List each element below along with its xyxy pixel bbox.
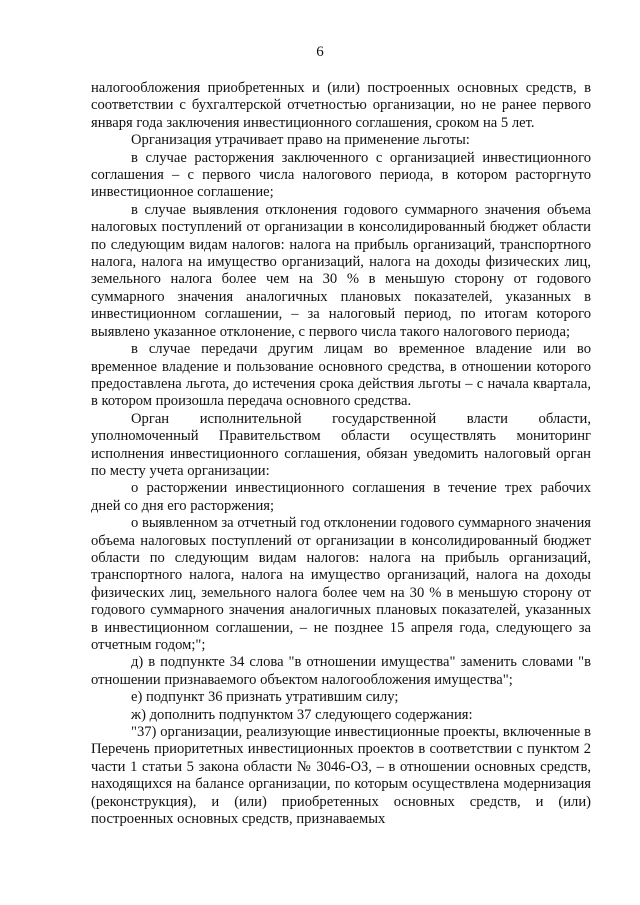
- document-body: [91, 80, 591, 828]
- paragraph-termination-case: в случае расторжения заключенного с организацией инвестиционного соглашения – с первого числа налогового периода, в котором расторгнуто инвестиционное соглашение;: [91, 149, 591, 201]
- paragraph-subitem-d: д) в подпункте 34 слова "в отношении имущества" заменить словами "в отношении признаваемого объектом налогообложения имущества";: [91, 654, 591, 688]
- paragraph-notify-termination: о расторжении инвестиционного соглашения в течение трех рабочих дней со дня его расторжения;: [91, 480, 591, 514]
- paragraph-transfer-case: в случае передачи другим лицам во временное владение или во временное владение и пользование основного средства, в отношении которого предоставлена льгота, до истечения срока действия льготы – с начала квартала, в котором произошла передача основного средства.: [91, 341, 591, 410]
- paragraph-loss-of-right: Организация утрачивает право на применение льготы:: [131, 132, 470, 149]
- paragraph-deviation-case: в случае выявления отклонения годового суммарного значения объема налоговых поступлений от организации в консолидированный бюджет области по следующим видам налогов: налога на прибыль организаций, транспортного налога, налога на имущество организаций, налога на доходы физических лиц, земельного налога более чем на 30 % в меньшую сторону от годового суммарного значения аналогичных плановых показателей, указанных в инвестиционном соглашении, – за налоговый период, по итогам которого выявлено указанное отклонение, с первого числа такого налогового периода;: [91, 201, 591, 340]
- paragraph-executive-body: Орган исполнительной государственной власти области, уполномоченный Правительством области осуществлять мониторинг исполнения инвестиционного соглашения, обязан уведомить налоговый орган по месту учета организации:: [91, 410, 591, 479]
- paragraph-continuation: налогообложения приобретенных и (или) построенных основных средств, в соответствии с бухгалтерской отчетностью организации, но не ранее первого января года заключения инвестиционного соглашения, сроком на 5 лет.: [91, 80, 591, 131]
- paragraph-notify-deviation: о выявленном за отчетный год отклонении годового суммарного значения объема налоговых поступлений от организации в консолидированный бюджет области по следующим видам налогов: налога на прибыль организаций, транспортного налога, налога на имущество организаций, налога на доходы физических лиц, земельного налога более чем на 30 % в меньшую сторону от годового суммарного значения аналогичных плановых показателей, указанных в инвестиционном соглашении, – не позднее 15 апреля года, следующего за отчетным годом;";: [91, 515, 591, 653]
- page-number: 6: [316, 44, 324, 60]
- paragraph-subitem-e: е) подпункт 36 признать утратившим силу;: [131, 689, 399, 706]
- paragraph-item-37: "37) организации, реализующие инвестиционные проекты, включенные в Перечень приоритетных инвестиционных проектов в соответствии с пунктом 2 части 1 статьи 5 закона области № 3046-ОЗ, – в отношении основных средств, находящихся на балансе организации, по которым осуществлена модернизация (реконструкция), и (или) приобретенных основных средств, и (или) построенных основных средств, признаваемых: [91, 724, 591, 828]
- paragraph-subitem-zh: ж) дополнить подпунктом 37 следующего содержания:: [131, 706, 473, 723]
